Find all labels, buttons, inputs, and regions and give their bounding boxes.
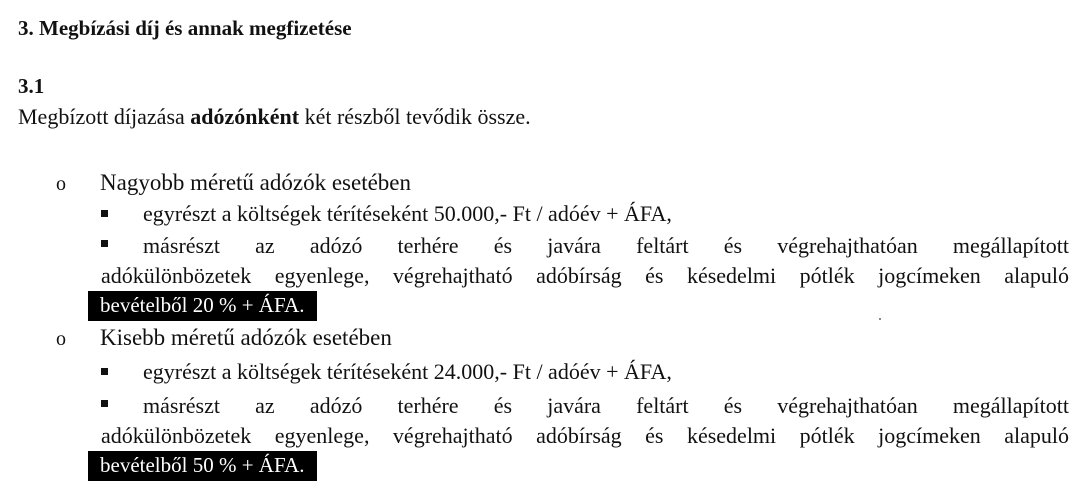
- share-item-line-2: adókülönbözetek egyenlege, végrehajtható adóbírság és késedelmi pótlék jogcímeken alapuló: [101, 263, 1069, 288]
- square-bullet-icon: [101, 368, 108, 375]
- share-item-line-1: másrészt az adózó terhére és javára feltárt és végrehajthatóan megállapított: [143, 393, 1069, 418]
- intro-paragraph: [18, 104, 531, 130]
- list-item-large-taxpayers: [56, 170, 411, 196]
- circle-bullet-icon: o: [56, 173, 66, 195]
- intro-bold-term: adózónként: [190, 104, 300, 129]
- highlighted-rate: bevételből 50 % + ÁFA.: [88, 451, 317, 481]
- fee-item: egyrészt a költségek térítéseként 24.000,- Ft / adóév + ÁFA,: [143, 359, 672, 384]
- square-bullet-icon: [101, 400, 108, 407]
- share-item-line-2: adókülönbözetek egyenlege, végrehajtható adóbírság és késedelmi pótlék jogcímeken alapuló: [101, 423, 1069, 448]
- subsection-number: 3.1: [18, 74, 45, 98]
- intro-text-end: két részből tevődik össze.: [299, 104, 531, 129]
- intro-text-start: Megbízott díjazása: [18, 104, 191, 129]
- highlighted-rate: bevételből 20 % + ÁFA.: [88, 291, 317, 321]
- share-item-line-1: másrészt az adózó terhére és javára feltárt és végrehajthatóan megállapított: [143, 233, 1069, 258]
- group-title: Nagyobb méretű adózók esetében: [100, 170, 412, 195]
- section-heading: 3. Megbízási díj és annak megfizetése: [18, 16, 352, 40]
- scan-speck: [879, 318, 881, 320]
- fee-item: egyrészt a költségek térítéseként 50.000,- Ft / adóév + ÁFA,: [143, 201, 672, 226]
- group-title: Kisebb méretű adózók esetében: [100, 325, 392, 350]
- circle-bullet-icon: o: [56, 328, 66, 350]
- square-bullet-icon: [101, 240, 108, 247]
- list-item-small-taxpayers: [56, 325, 392, 351]
- square-bullet-icon: [101, 210, 108, 217]
